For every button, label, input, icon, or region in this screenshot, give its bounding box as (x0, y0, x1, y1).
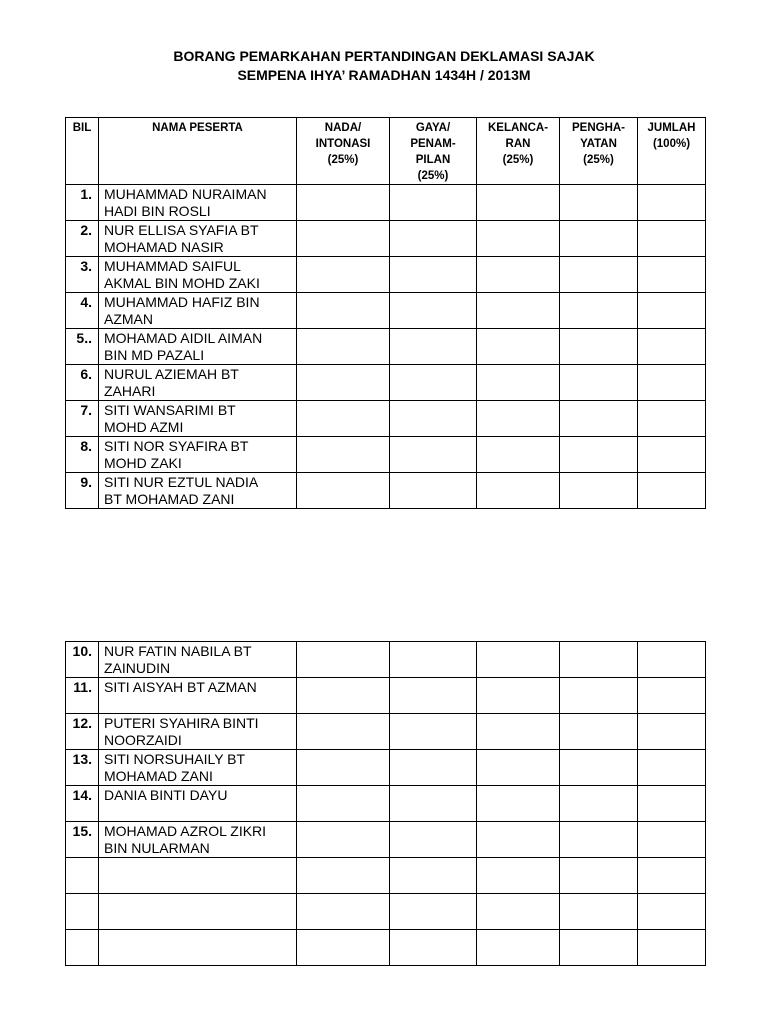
participant-row (66, 930, 706, 966)
score-cell-jumlah[interactable] (638, 329, 706, 365)
score-cell-jumlah[interactable] (638, 786, 706, 822)
participant-name (99, 329, 297, 365)
score-cell-kelancaran[interactable] (477, 930, 560, 966)
row-number (66, 858, 99, 894)
participant-name (99, 293, 297, 329)
score-cell-kelancaran[interactable] (477, 221, 560, 257)
score-cell-penghayatan[interactable] (560, 329, 638, 365)
participant-row (66, 329, 706, 365)
score-cell-kelancaran[interactable] (477, 714, 560, 750)
participant-name (99, 257, 297, 293)
participant-name-line: SITI NUR EZTUL NADIA (104, 474, 259, 490)
participant-name-line: NOORZAIDI (104, 732, 182, 748)
participant-row (66, 642, 706, 678)
participant-name-line: MUHAMMAD NURAIMAN (104, 186, 267, 202)
score-cell-kelancaran[interactable] (477, 786, 560, 822)
participant-name-line: MOHD AZMI (104, 419, 184, 435)
score-cell-nada[interactable] (297, 257, 390, 293)
participant-name-line: MOHAMAD ZANI (104, 768, 213, 784)
participant-name-line: NURUL AZIEMAH BT (104, 366, 239, 382)
score-cell-penghayatan[interactable] (560, 473, 638, 509)
score-cell-kelancaran[interactable] (477, 365, 560, 401)
score-cell-jumlah[interactable] (638, 894, 706, 930)
score-cell-gaya[interactable] (390, 714, 477, 750)
row-number: 7. (66, 401, 99, 437)
row-number (66, 930, 99, 966)
score-cell-kelancaran[interactable] (477, 750, 560, 786)
row-number: 10. (66, 642, 99, 678)
score-cell-gaya[interactable] (390, 329, 477, 365)
row-number: 14. (66, 786, 99, 822)
score-cell-jumlah[interactable] (638, 437, 706, 473)
score-cell-nada[interactable] (297, 365, 390, 401)
participant-name-line: ZAHARI (104, 383, 156, 399)
participant-name-line: BIN MD PAZALI (104, 347, 205, 363)
column-header-line: PENAM- (410, 138, 456, 150)
score-cell-jumlah[interactable] (638, 293, 706, 329)
score-cell-nada[interactable] (297, 329, 390, 365)
score-cell-gaya[interactable] (390, 185, 477, 221)
score-cell-penghayatan[interactable] (560, 822, 638, 858)
score-cell-kelancaran[interactable] (477, 401, 560, 437)
form-title-line-1: BORANG PEMARKAHAN PERTANDINGAN DEKLAMASI SAJAK (173, 48, 595, 64)
participant-name-line: NUR FATIN NABILA BT (104, 643, 252, 659)
score-cell-nada[interactable] (297, 930, 390, 966)
score-cell-nada[interactable] (297, 714, 390, 750)
column-header-line: (25%) (327, 154, 359, 166)
row-number: 13. (66, 750, 99, 786)
score-cell-jumlah[interactable] (638, 401, 706, 437)
participant-name-line: SITI AISYAH BT AZMAN (104, 679, 257, 695)
participant-name (99, 822, 297, 858)
score-cell-nada[interactable] (297, 858, 390, 894)
score-cell-kelancaran[interactable] (477, 185, 560, 221)
score-cell-nada[interactable] (297, 750, 390, 786)
column-header-line: NADA/ (324, 122, 362, 134)
score-cell-penghayatan[interactable] (560, 293, 638, 329)
score-cell-kelancaran[interactable] (477, 437, 560, 473)
score-cell-gaya[interactable] (390, 678, 477, 714)
column-header-line: (100%) (652, 138, 691, 150)
score-cell-nada[interactable] (297, 437, 390, 473)
participant-name-line: ZAINUDIN (104, 660, 171, 676)
score-cell-kelancaran[interactable] (477, 473, 560, 509)
row-number: 4. (66, 293, 99, 329)
participant-name (99, 185, 297, 221)
participant-name (99, 858, 297, 894)
participant-name-line: MOHAMAD AZROL ZIKRI (104, 823, 267, 839)
score-cell-gaya[interactable] (390, 365, 477, 401)
column-header-line: (25%) (583, 154, 614, 166)
score-cell-penghayatan[interactable] (560, 365, 638, 401)
column-header-line: (25%) (502, 154, 534, 166)
score-cell-kelancaran[interactable] (477, 293, 560, 329)
score-cell-gaya[interactable] (390, 750, 477, 786)
participant-name (99, 221, 297, 257)
participant-name (99, 401, 297, 437)
participant-row (66, 822, 706, 858)
score-cell-nada[interactable] (297, 642, 390, 678)
participant-row (66, 473, 706, 509)
score-cell-nada[interactable] (297, 221, 390, 257)
score-cell-nada[interactable] (297, 822, 390, 858)
score-cell-penghayatan[interactable] (560, 678, 638, 714)
participant-name (99, 894, 297, 930)
participant-row (66, 365, 706, 401)
score-cell-jumlah[interactable] (638, 221, 706, 257)
participant-row (66, 257, 706, 293)
score-cell-penghayatan[interactable] (560, 257, 638, 293)
score-cell-nada[interactable] (297, 293, 390, 329)
participant-name-line: NUR ELLISA SYAFIA BT (104, 222, 259, 238)
score-cell-jumlah[interactable] (638, 365, 706, 401)
score-cell-jumlah[interactable] (638, 642, 706, 678)
score-cell-penghayatan[interactable] (560, 786, 638, 822)
participant-name-line: BIN NULARMAN (104, 840, 210, 856)
column-header-line: PILAN (415, 154, 451, 166)
score-cell-gaya[interactable] (390, 786, 477, 822)
row-number: 8. (66, 437, 99, 473)
column-header-nama (99, 118, 297, 185)
score-cell-penghayatan[interactable] (560, 894, 638, 930)
row-number: 2. (66, 221, 99, 257)
participant-name-line: PUTERI SYAHIRA BINTI (104, 715, 259, 731)
participant-name (99, 642, 297, 678)
score-cell-gaya[interactable] (390, 858, 477, 894)
row-number: 15. (66, 822, 99, 858)
score-cell-penghayatan[interactable] (560, 930, 638, 966)
column-header-jumlah (638, 118, 706, 185)
score-cell-penghayatan[interactable] (560, 221, 638, 257)
score-cell-penghayatan[interactable] (560, 401, 638, 437)
score-cell-kelancaran[interactable] (477, 678, 560, 714)
score-cell-jumlah[interactable] (638, 822, 706, 858)
participant-row (66, 185, 706, 221)
participant-name (99, 678, 297, 714)
form-title-line-2: SEMPENA IHYA’ RAMADHAN 1434H / 2013M (237, 67, 531, 83)
participant-row (66, 293, 706, 329)
participant-name (99, 365, 297, 401)
row-number (66, 894, 99, 930)
row-number: 3. (66, 257, 99, 293)
row-number: 12. (66, 714, 99, 750)
score-cell-penghayatan[interactable] (560, 714, 638, 750)
column-header-line: YATAN (580, 138, 617, 150)
score-cell-penghayatan[interactable] (560, 437, 638, 473)
column-header-line: RAN (505, 138, 531, 150)
score-cell-jumlah[interactable] (638, 930, 706, 966)
score-cell-jumlah[interactable] (638, 473, 706, 509)
participant-name-line: MOHAMAD NASIR (104, 239, 224, 255)
participant-name (99, 786, 297, 822)
participant-name (99, 473, 297, 509)
participant-name-line: BT MOHAMAD ZANI (104, 491, 235, 507)
score-cell-kelancaran[interactable] (477, 822, 560, 858)
score-cell-gaya[interactable] (390, 822, 477, 858)
participant-row (66, 750, 706, 786)
row-number: 9. (66, 473, 99, 509)
column-header-bil (66, 118, 99, 185)
score-cell-jumlah[interactable] (638, 714, 706, 750)
participant-name-line: DANIA BINTI DAYU (104, 787, 228, 803)
score-cell-nada[interactable] (297, 401, 390, 437)
column-header-line: GAYA/ (415, 122, 451, 134)
participant-name-line: MUHAMMAD SAIFUL (104, 258, 241, 274)
score-cell-penghayatan[interactable] (560, 185, 638, 221)
score-cell-penghayatan[interactable] (560, 750, 638, 786)
participant-name-line: MOHAMAD AIDIL AIMAN (104, 330, 263, 346)
score-cell-kelancaran[interactable] (477, 642, 560, 678)
score-cell-nada[interactable] (297, 786, 390, 822)
score-cell-jumlah[interactable] (638, 185, 706, 221)
participant-name-line: MUHAMMAD HAFIZ BIN (104, 294, 260, 310)
score-cell-kelancaran[interactable] (477, 858, 560, 894)
score-cell-gaya[interactable] (390, 930, 477, 966)
column-header-penghayatan (560, 118, 638, 185)
score-cell-nada[interactable] (297, 185, 390, 221)
participant-row (66, 678, 706, 714)
score-cell-gaya[interactable] (390, 293, 477, 329)
score-cell-nada[interactable] (297, 894, 390, 930)
participant-row (66, 437, 706, 473)
participant-row (66, 894, 706, 930)
participant-name-line: MOHD ZAKI (104, 455, 182, 471)
score-cell-gaya[interactable] (390, 642, 477, 678)
column-header-line: INTONASI (315, 138, 371, 150)
participant-row (66, 221, 706, 257)
column-header-line: BIL (72, 122, 92, 134)
column-header-line: NAMA PESERTA (152, 122, 243, 134)
score-cell-gaya[interactable] (390, 257, 477, 293)
column-header-line: (25%) (417, 170, 449, 182)
participant-row (66, 786, 706, 822)
participant-name-line: AKMAL BIN MOHD ZAKI (104, 275, 260, 291)
score-cell-jumlah[interactable] (638, 257, 706, 293)
score-cell-gaya[interactable] (390, 221, 477, 257)
row-number: 5.. (66, 329, 99, 365)
score-cell-penghayatan[interactable] (560, 858, 638, 894)
score-cell-gaya[interactable] (390, 437, 477, 473)
participant-row (66, 401, 706, 437)
score-cell-jumlah[interactable] (638, 750, 706, 786)
participant-name-line: HADI BIN ROSLI (104, 203, 211, 219)
column-header-gaya (390, 118, 477, 185)
score-cell-nada[interactable] (297, 678, 390, 714)
score-cell-penghayatan[interactable] (560, 642, 638, 678)
column-header-line: PENGHA- (571, 122, 626, 134)
score-cell-gaya[interactable] (390, 473, 477, 509)
participant-name-line: SITI NOR SYAFIRA BT (104, 438, 249, 454)
table-header-row (66, 118, 706, 185)
score-cell-kelancaran[interactable] (477, 894, 560, 930)
score-cell-gaya[interactable] (390, 401, 477, 437)
score-cell-kelancaran[interactable] (477, 329, 560, 365)
score-cell-jumlah[interactable] (638, 678, 706, 714)
row-number: 11. (66, 678, 99, 714)
score-cell-jumlah[interactable] (638, 858, 706, 894)
column-header-nada (297, 118, 390, 185)
participant-row (66, 714, 706, 750)
score-cell-kelancaran[interactable] (477, 257, 560, 293)
participant-name (99, 714, 297, 750)
participant-name-line: AZMAN (104, 311, 153, 327)
participant-name (99, 437, 297, 473)
column-header-line: KELANCA- (487, 122, 549, 134)
column-header-line: JUMLAH (647, 122, 696, 134)
score-cell-gaya[interactable] (390, 894, 477, 930)
participant-name-line: SITI NORSUHAILY BT (104, 751, 246, 767)
participant-name (99, 750, 297, 786)
score-table-1 (65, 117, 706, 509)
participant-row (66, 858, 706, 894)
row-number: 6. (66, 365, 99, 401)
column-header-kelancaran (477, 118, 560, 185)
score-table-2 (65, 641, 706, 966)
row-number: 1. (66, 185, 99, 221)
score-cell-nada[interactable] (297, 473, 390, 509)
participant-name-line: SITI WANSARIMI BT (104, 402, 236, 418)
participant-name (99, 930, 297, 966)
